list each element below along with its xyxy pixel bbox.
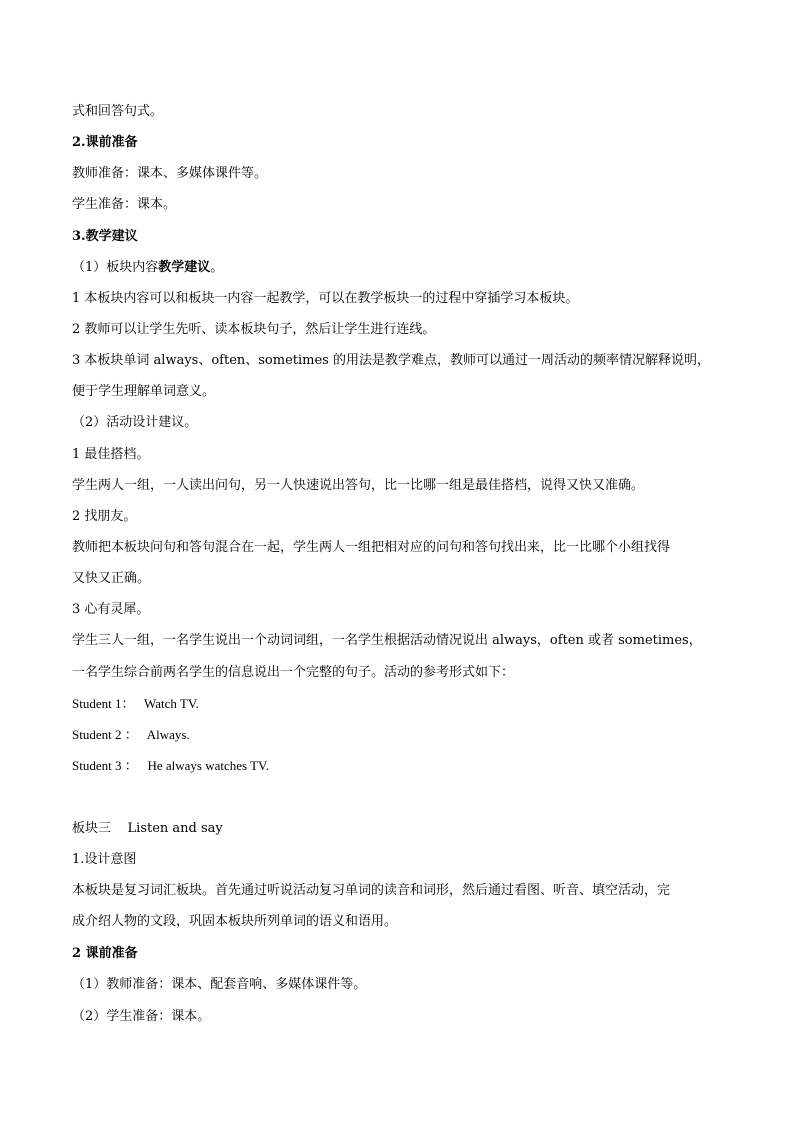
paragraph-text: 学生准备：课本。 [72,197,177,212]
subsection-label-bold: 教学建议 [158,260,211,275]
subsection-label-end: 。 [210,260,224,275]
paragraph-text: 一名学生综合前两名学生的信息说出一个完整的句子。活动的参考形式如下： [72,665,515,680]
paragraph-text: （2）学生准备：课本。 [72,1009,211,1024]
paragraph-text: 学生两人一组，一人读出问句，另一人快速说出答句，比一比哪一组是最佳搭档，说得又快又准确。 [72,478,645,493]
dialogue-line: Student 2 ： Always. [72,727,190,742]
subsection-heading: （2）活动设计建议。 [72,415,198,430]
paragraph-text: 1 最佳搭档。 [72,447,150,462]
paragraph-text: 1 本板块内容可以和板块一内容一起教学，可以在教学板块一的过程中穿插学习本板块。 [72,291,579,306]
paragraph-text: 学生三人一组，一名学生说出一个动词词组，一名学生根据活动情况说出 always，often 或者 sometimes， [72,633,702,648]
section-title: 板块三 Listen and say [72,821,223,836]
subsection-heading [72,259,223,277]
paragraph-text: 3 心有灵犀。 [72,602,150,617]
section-heading: 1.设计意图 [72,852,137,867]
paragraph-text: 成介绍人物的文段，巩固本板块所列单词的语义和语用。 [72,914,398,929]
paragraph-text: 本板块是复习词汇板块。首先通过听说活动复习单词的读音和词形，然后通过看图、听音、填空活动，完 [72,883,671,898]
paragraph-text: （1）教师准备：课本、配套音响、多媒体课件等。 [72,977,367,992]
section-heading: 2 课前准备 [72,946,138,961]
paragraph-text: 又快又正确。 [72,571,151,586]
paragraph-text: 便于学生理解单词意义。 [72,384,216,399]
paragraph-text: 教师准备：课本、多媒体课件等。 [72,166,268,181]
dialogue-line: Student 3 ： He always watches TV. [72,758,270,773]
paragraph-text: 教师把本板块问句和答句混合在一起，学生两人一组把相对应的问句和答句找出来，比一比哪个小组找得 [72,540,671,555]
subsection-label: （1）板块内容 [72,260,159,275]
paragraph-text: 式和回答句式。 [72,104,164,119]
section-heading: 3.教学建议 [72,229,138,244]
paragraph-text: 3 本板块单词 always、often、sometimes 的用法是教学难点，教师可以通过一周活动的频率情况解释说明， [72,353,710,368]
paragraph-text: 2 教师可以让学生先听、读本板块句子，然后让学生进行连线。 [72,322,436,337]
dialogue-line: Student 1： Watch TV. [72,696,199,711]
section-heading: 2.课前准备 [72,135,138,150]
paragraph-text: 2 找朋友。 [72,509,137,524]
